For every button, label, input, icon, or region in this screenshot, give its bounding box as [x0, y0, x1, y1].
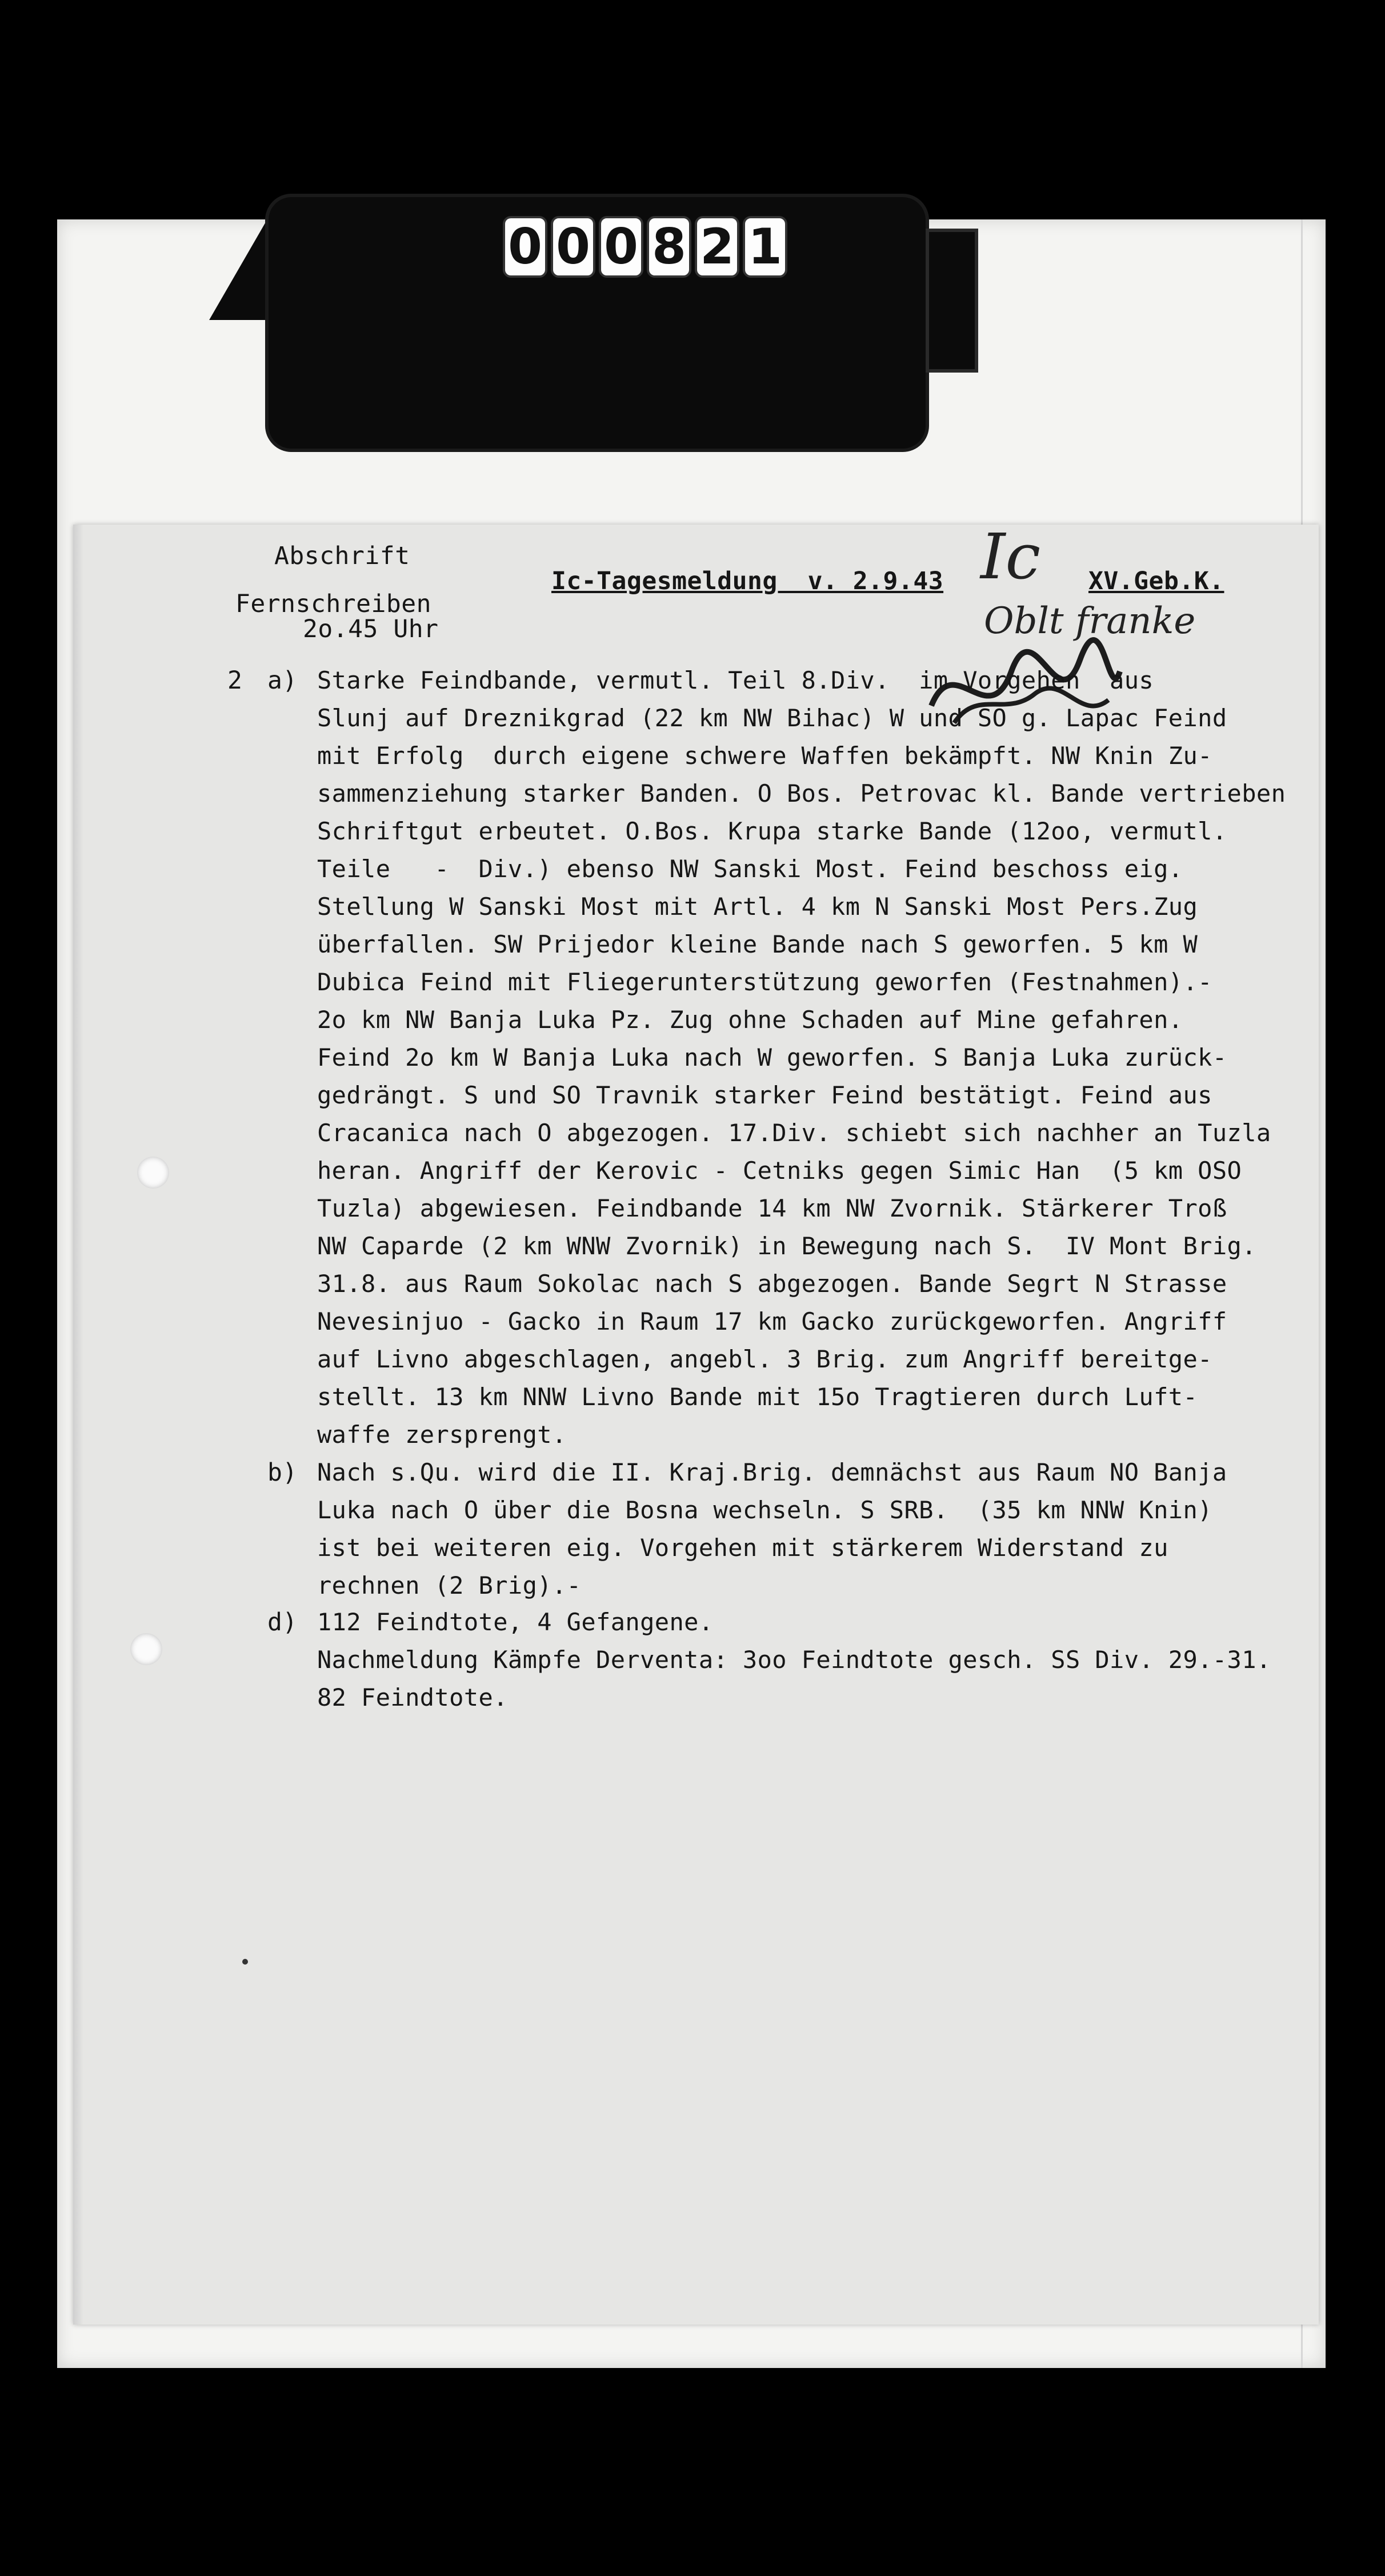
body-line: überfallen. SW Prijedor kleine Bande nach S geworfen. 5 km W: [317, 930, 1198, 958]
counter-tab: [926, 229, 978, 373]
counter-digit: 0: [599, 216, 643, 278]
section-b-label: b): [267, 1458, 298, 1487]
body-line: sammenziehung starker Banden. O Bos. Petrovac kl. Bande vertrieben: [317, 779, 1286, 807]
frame-counter-display: [503, 216, 787, 279]
body-line: Slunj auf Dreznikgrad (22 km NW Bihac) W und SO g. Lapac Feind: [317, 704, 1227, 732]
section-a-label: a): [267, 666, 298, 695]
body-line: Cracanica nach O abgezogen. 17.Div. schiebt sich nachher an Tuzla: [317, 1119, 1271, 1147]
body-line: waffe zersprengt.: [317, 1421, 567, 1449]
unit-label: XV.Geb.K.: [1088, 567, 1224, 595]
body-line: Starke Feindbande, vermutl. Teil 8.Div. im Vorgehen aus: [317, 666, 1154, 694]
body-line: Stellung W Sanski Most mit Artl. 4 km N Sanski Most Pers.Zug: [317, 893, 1198, 921]
document-title: Ic-Tagesmeldung v. 2.9.43: [551, 567, 944, 595]
body-line: auf Livno abgeschlagen, angebl. 3 Brig. zum Angriff bereitge-: [317, 1345, 1212, 1373]
body-line: Feind 2o km W Banja Luka nach W geworfen. S Banja Luka zurück-: [317, 1043, 1227, 1071]
body-line: mit Erfolg durch eigene schwere Waffen bekämpft. NW Knin Zu-: [317, 742, 1212, 770]
item-number: 2: [227, 666, 243, 695]
counter-digit: 0: [503, 216, 547, 278]
counter-digit: 8: [647, 216, 691, 278]
punch-hole: [130, 1633, 162, 1665]
copy-label: Abschrift: [274, 542, 410, 570]
body-line: Teile - Div.) ebenso NW Sanski Most. Feind beschoss eig.: [317, 855, 1183, 883]
telex-label: Fernschreiben: [235, 590, 432, 618]
body-line: Schriftgut erbeutet. O.Bos. Krupa starke Bande (12oo, vermutl.: [317, 817, 1227, 845]
body-line: 31.8. aus Raum Sokolac nach S abgezogen. Bande Segrt N Strasse: [317, 1270, 1227, 1298]
body-line: rechnen (2 Brig).-: [317, 1571, 582, 1599]
counter-digit: 0: [551, 216, 595, 278]
telex-time: 2o.45 Uhr: [303, 615, 439, 643]
body-line: gedrängt. S und SO Travnik starker Feind bestätigt. Feind aus: [317, 1081, 1212, 1109]
body-line: Nevesinjuo - Gacko in Raum 17 km Gacko zurückgeworfen. Angriff: [317, 1307, 1227, 1335]
body-line: stellt. 13 km NNW Livno Bande mit 15o Tragtieren durch Luft-: [317, 1383, 1198, 1411]
section-d-label: d): [267, 1608, 298, 1637]
handwritten-note: Oblt franke: [984, 600, 1196, 642]
body-line: 112 Feindtote, 4 Gefangene.: [317, 1608, 714, 1636]
body-line: 2o km NW Banja Luka Pz. Zug ohne Schaden auf Mine gefahren.: [317, 1006, 1183, 1034]
counter-digit: 1: [743, 216, 787, 278]
body-line: NW Caparde (2 km WNW Zvornik) in Bewegung nach S. IV Mont Brig.: [317, 1232, 1256, 1260]
handwritten-mark: Ic: [980, 520, 1041, 593]
body-line: Luka nach O über die Bosna wechseln. S SRB. (35 km NNW Knin): [317, 1496, 1212, 1524]
body-line: Tuzla) abgewiesen. Feindbande 14 km NW Zvornik. Stärkerer Troß: [317, 1194, 1227, 1222]
counter-digit: 2: [695, 216, 739, 278]
ink-dot: [242, 1959, 248, 1965]
body-line: heran. Angriff der Kerovic - Cetniks gegen Simic Han (5 km OSO: [317, 1157, 1242, 1185]
body-line: Nach s.Qu. wird die II. Kraj.Brig. demnächst aus Raum NO Banja: [317, 1458, 1227, 1486]
body-line: Nachmeldung Kämpfe Derventa: 3oo Feindtote gesch. SS Div. 29.-31.: [317, 1646, 1271, 1674]
body-line: Dubica Feind mit Fliegerunterstützung geworfen (Festnahmen).-: [317, 968, 1212, 996]
body-line: 82 Feindtote.: [317, 1683, 508, 1711]
body-line: ist bei weiteren eig. Vorgehen mit stärkerem Widerstand zu: [317, 1534, 1168, 1562]
punch-hole: [137, 1157, 169, 1189]
